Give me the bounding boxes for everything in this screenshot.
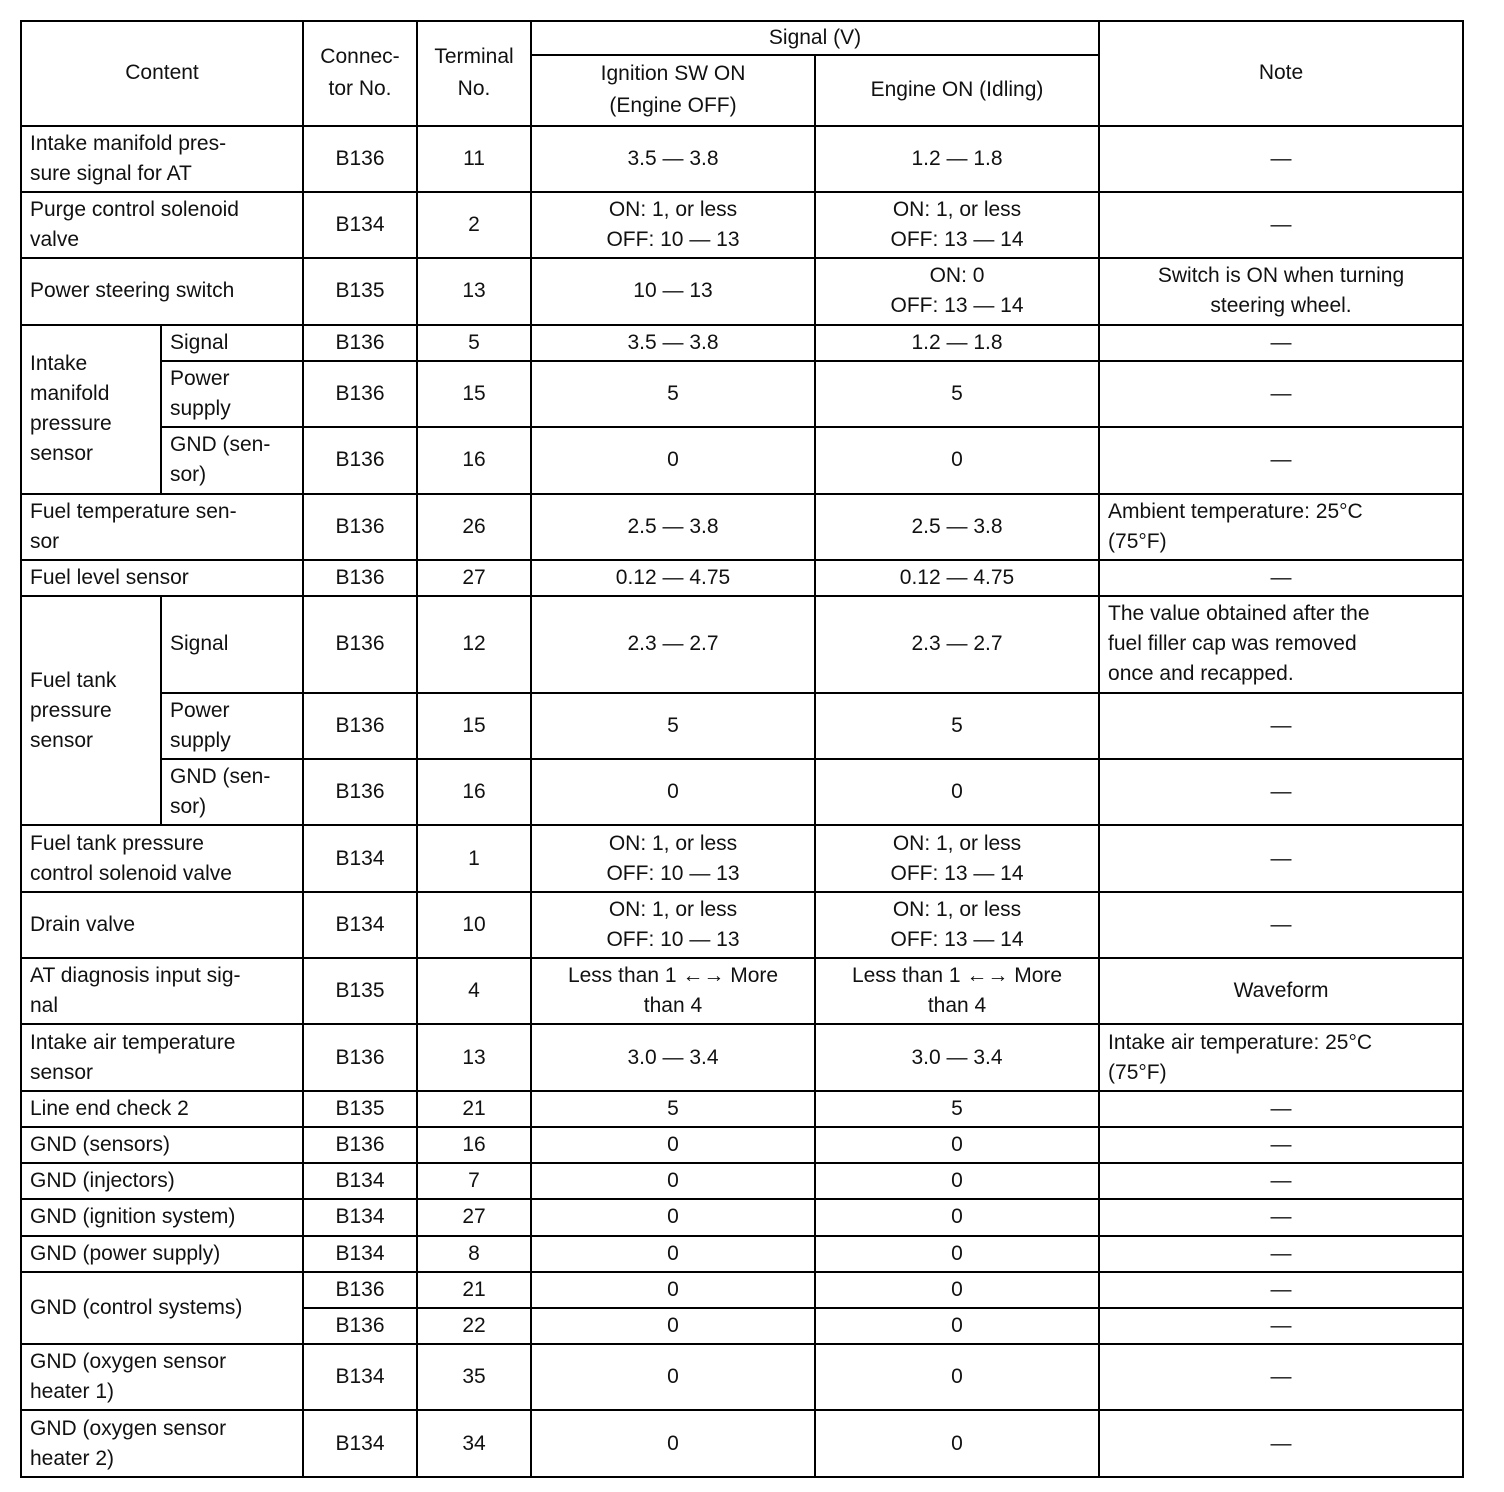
connector-cell: B136 (303, 1308, 417, 1344)
table-row (21, 427, 1463, 493)
engine-signal-cell: 3.0 — 3.4 (815, 1024, 1099, 1090)
ignition-signal-cell: 3.0 — 3.4 (531, 1024, 815, 1090)
table-row (21, 1163, 1463, 1199)
engine-signal-cell: 0 (815, 1272, 1099, 1308)
ignition-signal-cell: 0.12 — 4.75 (531, 560, 815, 596)
connector-cell: B136 (303, 427, 417, 493)
note-cell: Switch is ON when turning steering wheel. (1099, 258, 1463, 324)
content-cell: Power steering switch (21, 258, 303, 324)
table-row (21, 825, 1463, 891)
ignition-signal-cell: ON: 1, or less OFF: 10 — 13 (531, 192, 815, 258)
engine-signal-cell: 0 (815, 1127, 1099, 1163)
engine-signal-cell: 5 (815, 361, 1099, 427)
connector-cell: B136 (303, 560, 417, 596)
header-engine-on: Engine ON (Idling) (815, 55, 1099, 125)
engine-signal-cell: 2.3 — 2.7 (815, 596, 1099, 693)
terminal-cell: 34 (417, 1410, 531, 1477)
ignition-signal-cell: 0 (531, 1163, 815, 1199)
table-row (21, 1272, 1463, 1308)
terminal-cell: 1 (417, 825, 531, 891)
content-cell: Fuel level sensor (21, 560, 303, 596)
sub-content-cell: GND (sen- sor) (161, 759, 303, 825)
note-cell: — (1099, 1091, 1463, 1127)
content-cell: Fuel tank pressure control solenoid valve (21, 825, 303, 891)
table-row (21, 1127, 1463, 1163)
engine-signal-cell: ON: 1, or less OFF: 13 — 14 (815, 825, 1099, 891)
table-row (21, 1024, 1463, 1090)
connector-cell: B136 (303, 596, 417, 693)
ignition-signal-cell: 2.5 — 3.8 (531, 494, 815, 560)
ignition-signal-cell: Less than 1 ←→ More than 4 (531, 958, 815, 1024)
table-row (21, 494, 1463, 560)
content-cell: Line end check 2 (21, 1091, 303, 1127)
ignition-signal-cell: 0 (531, 759, 815, 825)
engine-signal-cell: ON: 1, or less OFF: 13 — 14 (815, 192, 1099, 258)
header-signal-group: Signal (V) (531, 21, 1099, 55)
group-label-cell: Fuel tank pressure sensor (21, 596, 161, 825)
engine-signal-cell: 5 (815, 693, 1099, 759)
ignition-signal-cell: 0 (531, 1236, 815, 1272)
ignition-signal-cell: 0 (531, 1410, 815, 1477)
content-cell: GND (ignition system) (21, 1199, 303, 1235)
terminal-cell: 16 (417, 427, 531, 493)
connector-cell: B134 (303, 892, 417, 958)
ignition-signal-cell: 0 (531, 427, 815, 493)
connector-cell: B134 (303, 825, 417, 891)
terminal-cell: 16 (417, 1127, 531, 1163)
note-cell: — (1099, 126, 1463, 192)
note-cell: — (1099, 892, 1463, 958)
group-label-cell: Intake manifold pressure sensor (21, 325, 161, 494)
terminal-cell: 13 (417, 258, 531, 324)
engine-signal-cell: 5 (815, 1091, 1099, 1127)
connector-cell: B136 (303, 693, 417, 759)
ignition-signal-cell: 5 (531, 1091, 815, 1127)
connector-cell: B136 (303, 361, 417, 427)
connector-cell: B136 (303, 759, 417, 825)
header-note: Note (1099, 21, 1463, 126)
note-cell: — (1099, 361, 1463, 427)
terminal-cell: 16 (417, 759, 531, 825)
table-row (21, 892, 1463, 958)
ignition-signal-cell: 2.3 — 2.7 (531, 596, 815, 693)
engine-signal-cell: 2.5 — 3.8 (815, 494, 1099, 560)
table-row (21, 958, 1463, 1024)
table-row (21, 1344, 1463, 1410)
terminal-cell: 27 (417, 1199, 531, 1235)
table-row (21, 693, 1463, 759)
note-cell: — (1099, 1199, 1463, 1235)
terminal-cell: 15 (417, 693, 531, 759)
engine-signal-cell: 0 (815, 1163, 1099, 1199)
table-row (21, 1091, 1463, 1127)
table-row (21, 361, 1463, 427)
engine-signal-cell: 0 (815, 1410, 1099, 1477)
note-cell: The value obtained after the fuel filler cap was removed once and recapped. (1099, 596, 1463, 693)
sub-content-cell: Signal (161, 325, 303, 361)
sub-content-cell: Power supply (161, 361, 303, 427)
connector-cell: B134 (303, 1344, 417, 1410)
note-cell: — (1099, 1410, 1463, 1477)
note-cell: — (1099, 1272, 1463, 1308)
sub-content-cell: Power supply (161, 693, 303, 759)
note-cell: Waveform (1099, 958, 1463, 1024)
content-cell: Fuel temperature sen- sor (21, 494, 303, 560)
ignition-signal-cell: 0 (531, 1344, 815, 1410)
table-row (21, 1236, 1463, 1272)
connector-cell: B134 (303, 1410, 417, 1477)
connector-cell: B134 (303, 1236, 417, 1272)
content-cell: Drain valve (21, 892, 303, 958)
content-cell: Intake air temperature sensor (21, 1024, 303, 1090)
terminal-cell: 21 (417, 1091, 531, 1127)
note-cell: Intake air temperature: 25°C (75°F) (1099, 1024, 1463, 1090)
ignition-signal-cell: 0 (531, 1127, 815, 1163)
ignition-signal-cell: 10 — 13 (531, 258, 815, 324)
content-cell: GND (sensors) (21, 1127, 303, 1163)
connector-cell: B136 (303, 1272, 417, 1308)
header-ignition-sw-on: Ignition SW ON (Engine OFF) (531, 55, 815, 125)
connector-cell: B134 (303, 1163, 417, 1199)
engine-signal-cell: 1.2 — 1.8 (815, 325, 1099, 361)
content-cell: GND (control systems) (21, 1272, 303, 1344)
ignition-signal-cell: 5 (531, 361, 815, 427)
ignition-signal-cell: ON: 1, or less OFF: 10 — 13 (531, 825, 815, 891)
table-row (21, 596, 1463, 693)
engine-signal-cell: ON: 1, or less OFF: 13 — 14 (815, 892, 1099, 958)
connector-cell: B135 (303, 958, 417, 1024)
content-cell: GND (power supply) (21, 1236, 303, 1272)
content-cell: AT diagnosis input sig- nal (21, 958, 303, 1024)
connector-cell: B136 (303, 494, 417, 560)
note-cell: — (1099, 825, 1463, 891)
table-row (21, 192, 1463, 258)
connector-cell: B136 (303, 1127, 417, 1163)
engine-signal-cell: ON: 0 OFF: 13 — 14 (815, 258, 1099, 324)
note-cell: — (1099, 1127, 1463, 1163)
note-cell: — (1099, 1344, 1463, 1410)
note-cell: Ambient temperature: 25°C (75°F) (1099, 494, 1463, 560)
note-cell: — (1099, 1236, 1463, 1272)
connector-cell: B136 (303, 126, 417, 192)
terminal-cell: 10 (417, 892, 531, 958)
terminal-cell: 5 (417, 325, 531, 361)
ignition-signal-cell: 3.5 — 3.8 (531, 325, 815, 361)
content-cell: Purge control solenoid valve (21, 192, 303, 258)
terminal-cell: 11 (417, 126, 531, 192)
terminal-cell: 7 (417, 1163, 531, 1199)
content-cell: GND (injectors) (21, 1163, 303, 1199)
connector-cell: B136 (303, 1024, 417, 1090)
header-terminal-no: Terminal No. (417, 21, 531, 126)
terminal-cell: 8 (417, 1236, 531, 1272)
engine-signal-cell: 0 (815, 1308, 1099, 1344)
terminal-cell: 21 (417, 1272, 531, 1308)
ecm-terminal-voltage-table (20, 20, 1464, 1478)
terminal-cell: 22 (417, 1308, 531, 1344)
content-cell: Intake manifold pres- sure signal for AT (21, 126, 303, 192)
engine-signal-cell: 0.12 — 4.75 (815, 560, 1099, 596)
table-row (21, 126, 1463, 192)
table-row (21, 1199, 1463, 1235)
note-cell: — (1099, 192, 1463, 258)
table-row (21, 325, 1463, 361)
note-cell: — (1099, 1163, 1463, 1199)
sub-content-cell: GND (sen- sor) (161, 427, 303, 493)
engine-signal-cell: 1.2 — 1.8 (815, 126, 1099, 192)
note-cell: — (1099, 560, 1463, 596)
table-row (21, 258, 1463, 324)
sub-content-cell: Signal (161, 596, 303, 693)
engine-signal-cell: 0 (815, 759, 1099, 825)
content-cell: GND (oxygen sensor heater 2) (21, 1410, 303, 1477)
ignition-signal-cell: ON: 1, or less OFF: 10 — 13 (531, 892, 815, 958)
table-row (21, 1410, 1463, 1477)
table-row (21, 759, 1463, 825)
ignition-signal-cell: 3.5 — 3.8 (531, 126, 815, 192)
note-cell: — (1099, 427, 1463, 493)
terminal-cell: 27 (417, 560, 531, 596)
connector-cell: B134 (303, 192, 417, 258)
content-cell: GND (oxygen sensor heater 1) (21, 1344, 303, 1410)
ignition-signal-cell: 0 (531, 1308, 815, 1344)
ignition-signal-cell: 5 (531, 693, 815, 759)
note-cell: — (1099, 693, 1463, 759)
terminal-cell: 35 (417, 1344, 531, 1410)
terminal-cell: 15 (417, 361, 531, 427)
header-content: Content (21, 21, 303, 126)
table-row (21, 560, 1463, 596)
terminal-cell: 12 (417, 596, 531, 693)
connector-cell: B135 (303, 1091, 417, 1127)
engine-signal-cell: 0 (815, 1199, 1099, 1235)
engine-signal-cell: 0 (815, 1236, 1099, 1272)
engine-signal-cell: 0 (815, 427, 1099, 493)
terminal-cell: 2 (417, 192, 531, 258)
note-cell: — (1099, 325, 1463, 361)
terminal-cell: 4 (417, 958, 531, 1024)
header-connector-no: Connec- tor No. (303, 21, 417, 126)
connector-cell: B135 (303, 258, 417, 324)
connector-cell: B134 (303, 1199, 417, 1235)
engine-signal-cell: Less than 1 ←→ More than 4 (815, 958, 1099, 1024)
ignition-signal-cell: 0 (531, 1199, 815, 1235)
engine-signal-cell: 0 (815, 1344, 1099, 1410)
note-cell: — (1099, 1308, 1463, 1344)
note-cell: — (1099, 759, 1463, 825)
terminal-cell: 26 (417, 494, 531, 560)
terminal-cell: 13 (417, 1024, 531, 1090)
connector-cell: B136 (303, 325, 417, 361)
ignition-signal-cell: 0 (531, 1272, 815, 1308)
